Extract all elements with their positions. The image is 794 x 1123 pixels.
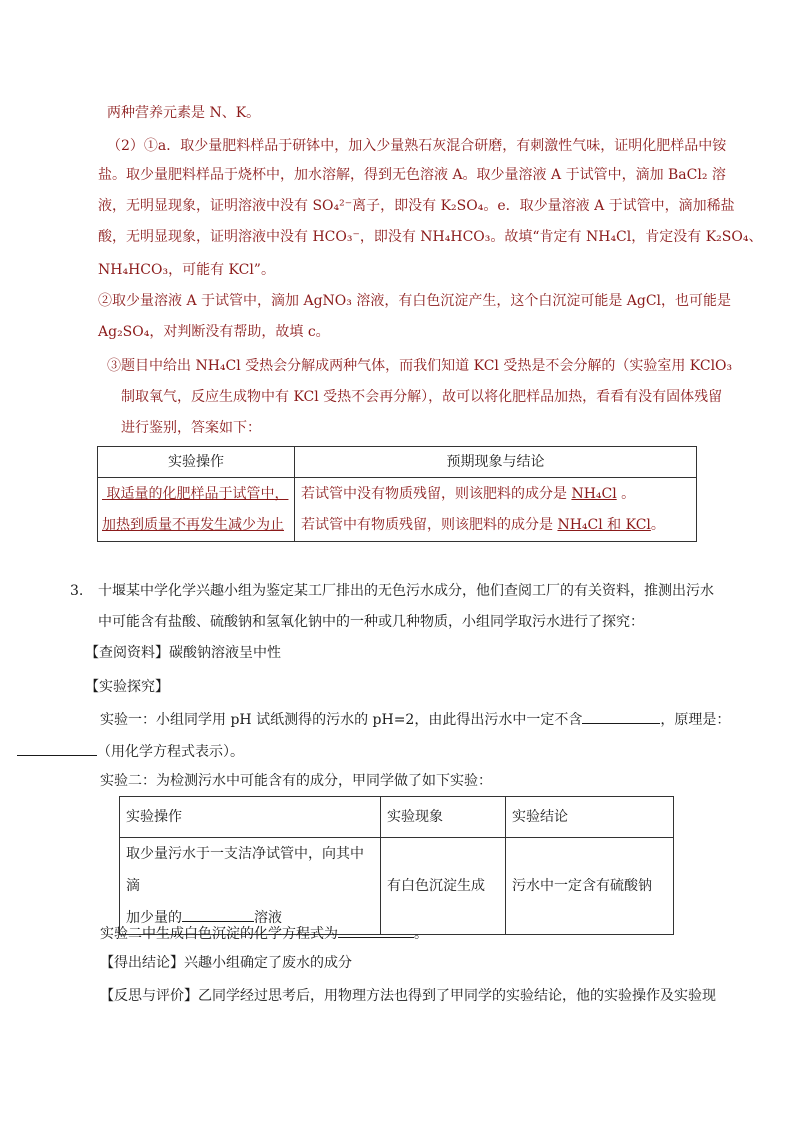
answer-line: 制取氧气，反应生成物中有 KCl 受热不会再分解），故可以将化肥样品加热，看看有没有固体残留 <box>121 389 723 405</box>
table-header: 实验操作 <box>98 447 295 478</box>
table-header: 实验操作 <box>120 797 381 838</box>
table-cell: 有白色沉淀生成 <box>381 838 506 935</box>
section-heading: 【反思与评价】乙同学经过思考后，用物理方法也得到了甲同学的实验结论，他的实验操作及实验现 <box>100 988 716 1004</box>
result-line: 若试管中有物质残留，则该肥料的成分是 NH₄Cl 和 KCl。 <box>301 516 665 533</box>
answer-line: ③题目中给出 NH₄Cl 受热会分解成两种气体，而我们知道 KCl 受热是不会分解的（实验室用 KClO₃ <box>107 358 733 374</box>
answer-line: 酸，无明显现象，证明溶液中没有 HCO₃⁻，即没有 NH₄HCO₃。故填“肯定有 NH₄Cl，肯定没有 K₂SO₄、 <box>98 229 763 245</box>
answer-blank[interactable] <box>17 740 97 756</box>
table-header: 预期现象与结论 <box>295 447 697 478</box>
experiment-one-cont: （用化学方程式表示）。 <box>17 740 244 762</box>
table-cell <box>120 838 381 935</box>
answer-line: 进行鉴别，答案如下： <box>121 420 261 436</box>
section-heading: 【得出结论】兴趣小组确定了废水的成分 <box>100 955 352 971</box>
question-text: 十堰某中学化学兴趣小组为鉴定某工厂排出的无色污水成分，他们查阅工厂的有关资料，推测出污水 <box>98 583 714 599</box>
answer-blank[interactable] <box>182 906 254 922</box>
answer-line: NH₄HCO₃，可能有 KCl”。 <box>98 262 275 278</box>
result-line: 若试管中没有物质残留，则该肥料的成分是 NH₄Cl 。 <box>301 485 636 502</box>
experiment-two: 实验二：为检测污水中可能含有的成分，甲同学做了如下实验： <box>100 773 492 789</box>
operation-line: 取少量污水于一支洁净试管中，向其中滴 <box>126 846 364 894</box>
section-heading: 【实验探究】 <box>85 679 169 695</box>
operation-line: 取适量的化肥样品于试管中， <box>106 485 289 502</box>
section-heading: 【查阅资料】碳酸钠溶液呈中性 <box>85 645 281 661</box>
answer-line: 两种营养元素是 N、K。 <box>107 105 261 121</box>
answer-blank[interactable] <box>338 922 414 938</box>
operation-line: 加少量的 溶液 <box>126 902 374 934</box>
equation-prompt: 实验二中生成白色沉淀的化学方程式为 。 <box>100 922 428 944</box>
table-cell <box>98 478 295 542</box>
answer-table <box>97 446 697 542</box>
table-cell <box>295 478 697 542</box>
experiment-one: 实验一：小组同学用 pH 试纸测得的污水的 pH=2，由此得出污水中一定不含 ，原理是： <box>100 708 730 730</box>
table-cell: 污水中一定含有硫酸钠 <box>506 838 674 935</box>
question-text: 中可能含有盐酸、硫酸钠和氢氧化钠中的一种或几种物质，小组同学取污水进行了探究： <box>98 614 644 630</box>
table-header: 实验结论 <box>506 797 674 838</box>
experiment-table <box>119 796 674 935</box>
answer-line: 液，无明显现象，证明溶液中没有 SO₄²⁻离子，即没有 K₂SO₄。e．取少量溶液 A 于试管中，滴加稀盐 <box>98 198 735 214</box>
answer-blank[interactable] <box>582 708 660 724</box>
answer-line: （2）①a．取少量肥料样品于研钵中，加入少量熟石灰混合研磨，有刺激性气味，证明化肥样品中铵 <box>107 138 727 154</box>
question-number: 3. <box>70 583 84 599</box>
operation-line: 加热到质量不再发生减少为止 <box>102 516 284 533</box>
table-header: 实验现象 <box>381 797 506 838</box>
answer-line: ②取少量溶液 A 于试管中，滴加 AgNO₃ 溶液，有白色沉淀产生，这个白沉淀可能是 AgCl，也可能是 <box>98 293 732 309</box>
answer-line: 盐。取少量肥料样品于烧杯中，加水溶解，得到无色溶液 A。取少量溶液 A 于试管中，滴加 BaCl₂ 溶 <box>98 167 726 183</box>
answer-line: Ag₂SO₄，对判断没有帮助，故填 c。 <box>98 324 330 340</box>
